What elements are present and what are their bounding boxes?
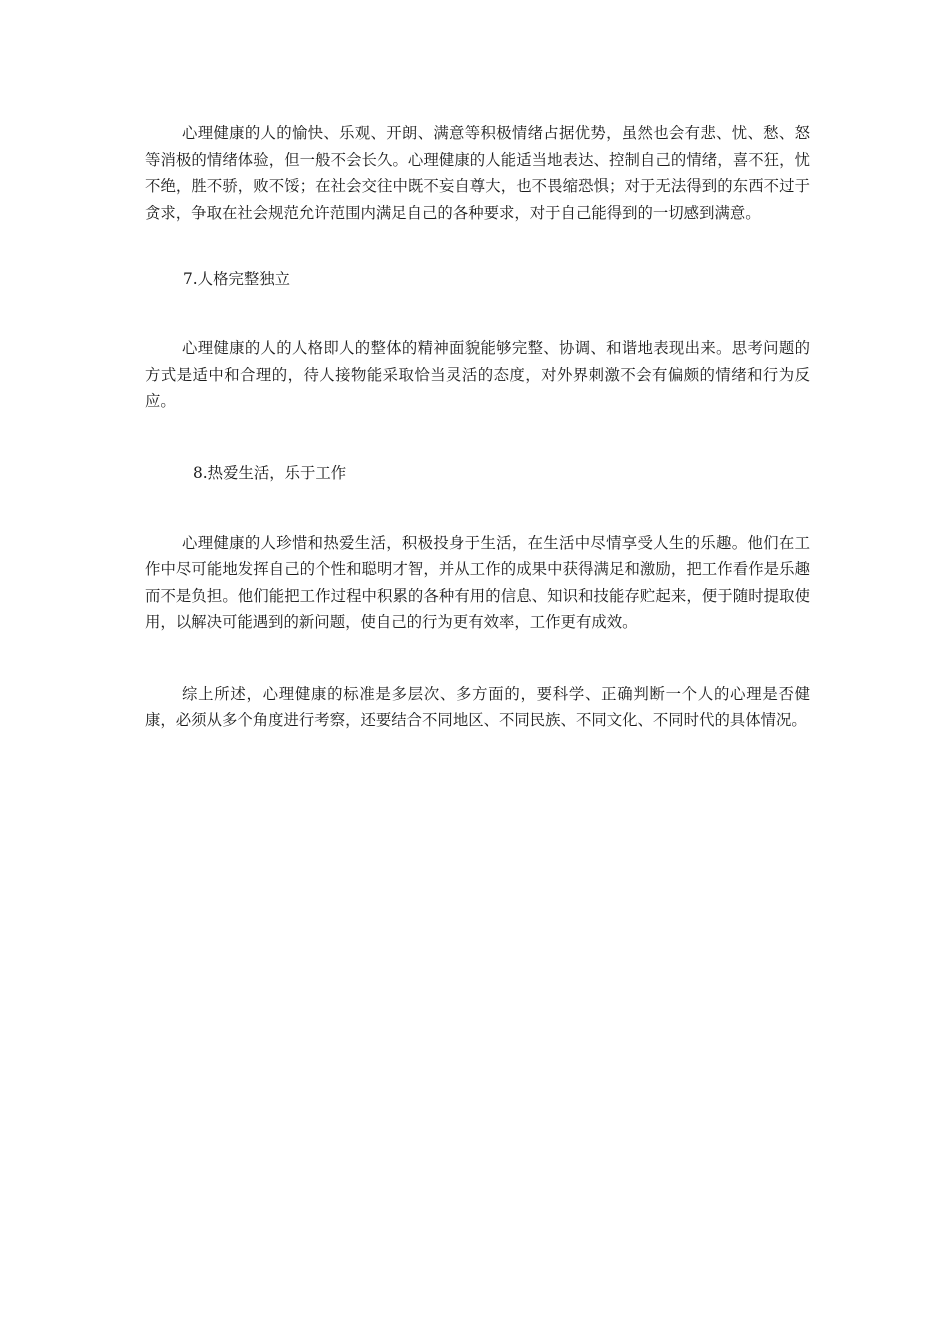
section-heading-personality: 7.人格完整独立 [183, 270, 291, 288]
spacer [145, 226, 810, 266]
paragraph-personality: 心理健康的人的人格即人的整体的精神面貌能够完整、协调、和谐地表现出来。思考问题的方式是适中和合理的，待人接物能采取恰当灵活的态度，对外界刺激不会有偏颇的情绪和行为反应。 [145, 339, 810, 410]
paragraph-love-life: 心理健康的人珍惜和热爱生活，积极投身于生活，在生活中尽情享受人生的乐趣。他们在工作中尽可能地发挥自己的个性和聪明才智，并从工作的成果中获得满足和激励，把工作看作是乐趣而不是负担。他们能把工作过程中积累的各种有用的信息、知识和技能存贮起来，便于随时提取使用，以解决可能遇到的新问题，使自己的行为更有效率，工作更有成效。 [145, 533, 810, 631]
spacer [145, 415, 810, 460]
section-heading-love-life: 8.热爱生活，乐于工作 [193, 463, 347, 482]
document-body [145, 120, 810, 734]
paragraph-summary: 综上所述，心理健康的标准是多层次、多方面的，要科学、正确判断一个人的心理是否健康，必须从多个角度进行考察，还要结合不同地区、不同民族、不同文化、不同时代的具体情况。 [145, 684, 810, 729]
paragraph-emotions: 心理健康的人的愉快、乐观、开朗、满意等积极情绪占据优势，虽然也会有悲、忧、愁、怒等消极的情绪体验，但一般不会长久。心理健康的人能适当地表达、控制自己的情绪，喜不狂，忧不绝，胜不骄，败不馁；在社会交往中既不妄自尊大，也不畏缩恐惧；对于无法得到的东西不过于贪求，争取在社会规范允许范围内满足自己的各种要求，对于自己能得到的一切感到满意。 [145, 124, 810, 222]
spacer [145, 486, 810, 530]
spacer [145, 636, 810, 681]
spacer [145, 292, 810, 335]
